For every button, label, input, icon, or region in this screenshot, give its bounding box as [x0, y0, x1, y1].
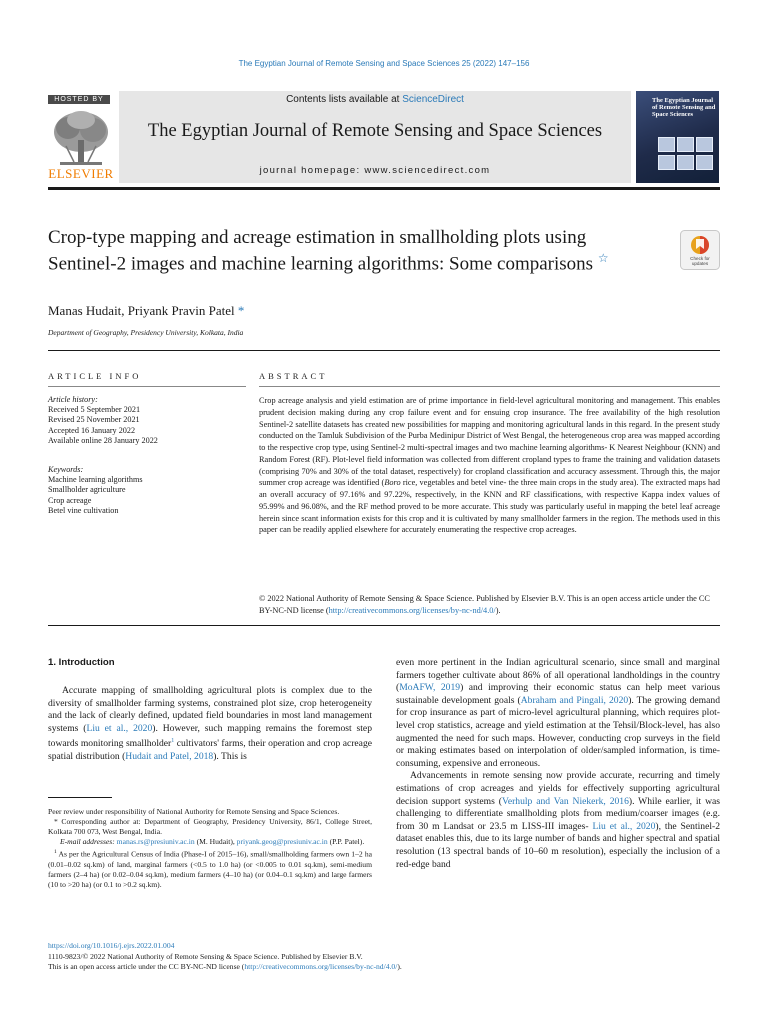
article-history — [48, 395, 246, 446]
journal-title: The Egyptian Journal of Remote Sensing and Space Sciences — [147, 121, 603, 141]
running-head[interactable]: The Egyptian Journal of Remote Sensing and Space Sciences 25 (2022) 147–156 — [238, 59, 530, 68]
text-run: (P.P. Patel). — [327, 837, 365, 846]
abstract-copyright — [259, 593, 720, 616]
contents-line — [119, 94, 631, 105]
email-note — [48, 837, 372, 847]
license-link[interactable]: http://creativecommons.org/licenses/by-nc-nd/4.0/ — [328, 605, 496, 615]
contents-prefix: Contents lists available at — [286, 94, 403, 105]
introduction-heading: 1. Introduction — [48, 657, 115, 668]
footnote-rule — [48, 797, 112, 798]
body-paragraph — [396, 770, 720, 871]
peer-review-note: Peer review under responsibility of National Authority for Remote Sensing and Space Sciences. — [48, 807, 340, 816]
history-item: Revised 25 November 2021 — [48, 415, 140, 425]
elsevier-wordmark: ELSEVIER — [48, 166, 114, 181]
check-for-updates-icon[interactable] — [680, 230, 720, 270]
citation-link[interactable]: Hudait and Patel, 2018 — [125, 751, 214, 763]
corresponding-author-note — [48, 817, 372, 837]
hosted-by-label: HOSTED BY — [48, 95, 110, 104]
history-item: Available online 28 January 2022 — [48, 435, 158, 445]
keyword-item: Betel vine cultivation — [48, 505, 119, 515]
section-rule — [48, 625, 720, 626]
affiliation: Department of Geography, Presidency University, Kolkata, India — [48, 328, 244, 337]
text-run: ). The growing demand for crop insurance as part of micro-level agricultural planning, which requires plot-level crop statistics, acreage and yield estimation at the Tehsil/Block-level, has also augmented the need for such maps. However, conducting crop surveys in the field or making estimates based on interpolation of older/sampled information, is time-consuming, expensive and erroneous. — [396, 694, 720, 769]
corresponding-author-mark[interactable]: * — [237, 303, 245, 318]
keyword-item: Crop acreage — [48, 495, 92, 505]
bottom-matter — [48, 941, 720, 973]
email-label: E-mail addresses: — [60, 837, 115, 846]
svg-text:Check for: Check for — [690, 256, 710, 261]
abstract-part: Crop acreage analysis and yield estimation are of prime importance in field-level agricultural monitoring and management. This enables prudent decision making during any crop failure event and for ensuing crop insurance. The free availability of the high resolution Sentinel-2 satellite datasets has created new possibilities for mapping and monitoring agricultural lands in this regard. In the present study conducted on the Tamluk Subdivision of the Purba Medinipur District of West Bengal, the heterogeneous crop area was mapped according to the respective crop type, using Sentinel-2 multi-spectral images and two machine learning algorithms- K Nearest Neighbour (KNN) and Random Forest (RF). Plot-level field information was collected from different cropland types to frame the training and validation datasets (comprising 70% and 30% of the total dataset, respectively) for cropland classification and accuracy assessment. Through this, the major summer crop acreage was identified ( — [259, 396, 720, 488]
text-run: Advancements in remote sensing now provide accurate, recurring and timely estimations of crop acreages and yields for effectively supporting agricultural decision support systems ( — [396, 770, 720, 807]
text-run: ), the Sentinel-2 dataset enables this, due to its large number of bands and higher spectral and spatial resolution (13 spectral bands of 10–60 m resolution), especially the inclusion of a red-edge band — [396, 820, 720, 870]
article-title — [48, 227, 648, 274]
article-title-text: Crop-type mapping and acreage estimation in smallholding plots using Sentinel-2 images and machine learning algorithms: Some comparisons — [48, 227, 594, 275]
footnote-mark: 1 — [54, 849, 57, 855]
text-run: cultivators' farms, their operation and crop acreage spatial distribution ( — [48, 738, 372, 763]
keywords-label: Keywords: — [48, 465, 84, 474]
history-label: Article history: — [48, 395, 98, 404]
article-info-rule — [48, 386, 246, 387]
journal-cover-thumbnail[interactable] — [636, 91, 719, 183]
section-rule — [48, 350, 720, 351]
text-run: ) and improving their economic status can help meet various sustainable development goals ( — [396, 682, 720, 706]
abstract-heading: ABSTRACT — [259, 371, 328, 381]
email-link[interactable]: priyank.geog@presiuniv.ac.in — [236, 837, 328, 846]
issn-line: 1110-9823/© 2022 National Authority of Remote Sensing & Space Science. Published by Elsevier B.V. — [48, 951, 363, 961]
text-run: even more pertinent in the Indian agricultural scenario, since small and marginal farmers together cultivate about 86% of all operational landholdings in the country ( — [396, 657, 720, 694]
keyword-item: Smallholder agriculture — [48, 485, 126, 495]
svg-text:updates: updates — [691, 261, 709, 266]
keyword-item: Machine learning algorithms — [48, 475, 143, 485]
abstract-text — [259, 395, 720, 536]
title-footnote-mark[interactable]: ☆ — [597, 251, 609, 265]
text-run: This is an open access article under the CC BY-NC-ND license ( — [48, 962, 245, 972]
citation-link[interactable]: Abraham and Pingali, 2020 — [520, 694, 629, 706]
text-run: Accurate mapping of smallholding agricultural plots is complex due to the diversity of smallholder farming systems, constrained plot size, crop heterogeneity and the lack of clearly defined, updated field boundaries in most land management systems ( — [48, 685, 372, 734]
body-paragraph — [48, 685, 372, 764]
homepage-prefix: journal homepage: — [259, 165, 365, 176]
license-link[interactable]: http://creativecommons.org/licenses/by-nc-nd/4.0/ — [244, 962, 398, 972]
email-link[interactable]: manas.rs@presiuniv.ac.in — [116, 837, 195, 846]
keywords — [48, 465, 246, 516]
citation-link[interactable]: Liu et al., 2020 — [86, 722, 153, 734]
text-run: (M. Hudait), — [194, 837, 237, 846]
text-run: ). While earlier, it was challenging to differentiate smallholding plots from medium/coarser images (e.g. from 30 m Landsat or 23.5 m LISS-III images- — [396, 795, 720, 832]
abstract-part: rice, vegetables and betel vine- the three main crops in the study area). The extracted maps had an overall accuracy of 97.16% and 97.22%, respectively, in the KNN and RF classifications, with respective Kappa index values of 95.99% and 96.08%, and the RF method proved to be more accurate. This study was particularly useful in mapping the betel leaf acreage herein since scant information exists for this crop and it is cultivated by many smallholder farmers in the region. The methods used in this paper can be readily applied elsewhere for accurately enumerating the respective crop acreages. — [259, 478, 720, 535]
cover-title: The Egyptian Journal of Remote Sensing and Space Sciences — [652, 97, 716, 118]
footnote-mark: * — [54, 817, 58, 826]
text-run: As per the Agricultural Census of India (Phase-I of 2015–16), small/smallholding farmers own 1–2 ha (0.01–0.02 sq.km) of land, marginal farmers (<0.5 to 1.0 ha) (or <0.005 to 0.01 sq.km), semi-medium farmers (2–4 ha) (or 0.02–0.04 sq.km), medium farmers (4–10 ha) (or 0.04–0.1 sq.km) and large farmers (10 to >20 ha) (or 0.1 to >0.2 sq.km). — [48, 849, 372, 889]
text-run: ). This is — [213, 751, 247, 763]
masthead-rule — [48, 187, 720, 190]
text-run: ). — [397, 962, 402, 972]
copyright-text: © 2022 National Authority of Remote Sensing & Space Science. Published by Elsevier B.V. This is an open access article under the CC BY-NC-ND license ( — [259, 594, 710, 615]
text-run: Corresponding author at: Department of Geography, Presidency University, 86/1, College Street, Kolkata 700 073, West Bengal, India. — [48, 817, 372, 836]
homepage-link[interactable]: www.sciencedirect.com — [364, 165, 491, 176]
body-paragraph — [396, 657, 720, 770]
copyright-end: ). — [495, 605, 501, 615]
sciencedirect-link[interactable]: ScienceDirect — [402, 94, 464, 105]
license-line — [48, 962, 720, 973]
abstract-italic: Boro — [384, 478, 401, 488]
history-item: Accepted 16 January 2022 — [48, 425, 136, 435]
citation-link[interactable]: MoAFW, 2019 — [399, 682, 461, 694]
right-column — [396, 657, 720, 871]
footnote-1 — [48, 847, 372, 890]
citation-link[interactable]: Liu et al., 2020 — [592, 820, 656, 832]
authors — [48, 303, 244, 319]
homepage-line — [119, 165, 631, 176]
footnotes — [48, 807, 372, 890]
history-item: Received 5 September 2021 — [48, 405, 141, 415]
author-names: Manas Hudait, Priyank Pravin Patel — [48, 303, 235, 318]
text-run: ). However, such mapping remains the foremost step towards monitoring smallholder — [48, 722, 372, 750]
article-info-heading: ARTICLE INFO — [48, 371, 142, 381]
abstract-rule — [259, 386, 720, 387]
citation-link[interactable]: Verhulp and Van Niekerk, 2016 — [501, 795, 629, 807]
doi-link[interactable]: https://doi.org/10.1016/j.ejrs.2022.01.004 — [48, 941, 175, 950]
footnote-mark[interactable]: 1 — [171, 738, 175, 745]
